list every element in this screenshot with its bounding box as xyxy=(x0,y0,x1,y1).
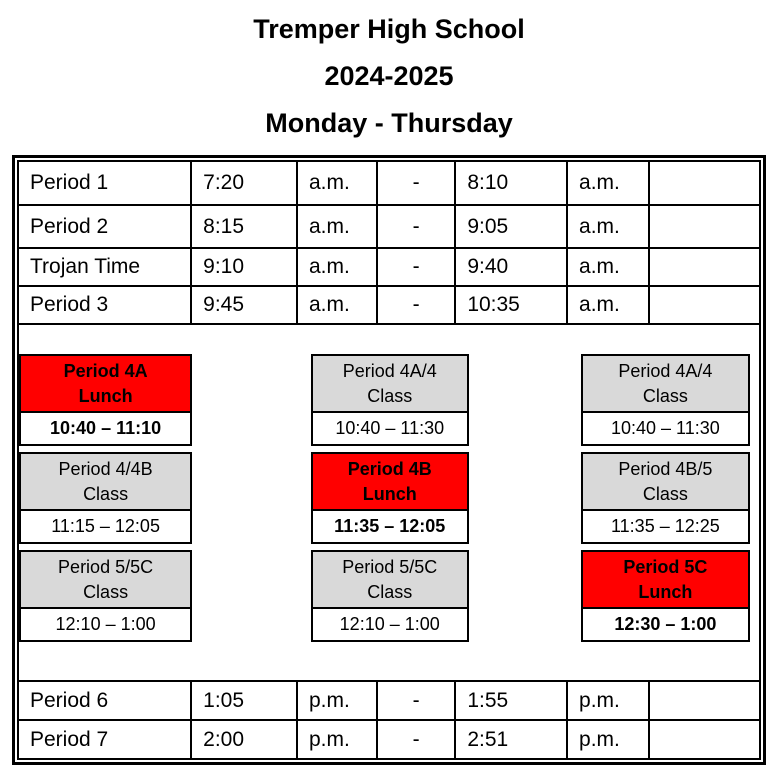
lunch-cell-group xyxy=(19,550,192,642)
start-time-cell: 1:05 xyxy=(192,682,298,721)
days-range: Monday - Thursday xyxy=(265,108,513,138)
period-name-cell: Period 6 xyxy=(19,682,192,721)
class-title-line: Class xyxy=(367,581,413,602)
class-cell-time: 11:15 – 12:05 xyxy=(19,511,192,544)
empty-cell xyxy=(650,249,759,287)
class-title-line: Period 4/4B xyxy=(58,458,153,479)
end-time-cell: 1:55 xyxy=(456,682,568,721)
lunch-title-line: Period 5C xyxy=(623,556,708,577)
start-meridiem-cell: a.m. xyxy=(298,287,378,325)
lunch-schedule xyxy=(19,354,759,642)
class-title-line: Class xyxy=(642,483,688,504)
class-title-line: Class xyxy=(83,483,129,504)
class-title-line: Period 4B/5 xyxy=(618,458,713,479)
start-time-cell: 7:20 xyxy=(192,162,298,206)
lunch-title-line: Lunch xyxy=(78,385,133,406)
schedule-table xyxy=(17,160,761,760)
class-title-line: Period 5/5C xyxy=(58,556,154,577)
end-meridiem-cell: a.m. xyxy=(568,249,650,287)
class-cell-title xyxy=(311,354,469,413)
start-time-cell: 9:10 xyxy=(192,249,298,287)
class-cell-time: 11:35 – 12:25 xyxy=(581,511,750,544)
class-cell-title xyxy=(19,550,192,609)
period-row xyxy=(19,249,759,287)
lunch-cell-group xyxy=(581,550,750,642)
period-name-cell: Period 1 xyxy=(19,162,192,206)
school-name: Tremper High School xyxy=(253,14,525,44)
class-cell-time: 12:10 – 1:00 xyxy=(311,609,469,642)
end-time-cell: 10:35 xyxy=(456,287,568,325)
start-meridiem-cell: a.m. xyxy=(298,162,378,206)
class-title-line: Period 4A/4 xyxy=(342,360,437,381)
lunch-column-c xyxy=(581,354,750,648)
empty-cell xyxy=(650,721,759,758)
lunch-cell-title xyxy=(311,452,469,511)
time-separator-cell: - xyxy=(378,721,456,758)
lunch-cell-time: 10:40 – 11:10 xyxy=(19,413,192,446)
end-meridiem-cell: p.m. xyxy=(568,682,650,721)
lunch-cell-group xyxy=(19,354,192,446)
class-cell-title xyxy=(19,452,192,511)
period-row xyxy=(19,287,759,325)
lunch-title-line: Period 4B xyxy=(347,458,432,479)
end-meridiem-cell: p.m. xyxy=(568,721,650,758)
class-cell-title xyxy=(581,354,750,413)
period-row xyxy=(19,162,759,206)
lunch-title-line: Period 4A xyxy=(63,360,148,381)
lunch-cell-group xyxy=(19,452,192,544)
end-meridiem-cell: a.m. xyxy=(568,287,650,325)
end-time-cell: 8:10 xyxy=(456,162,568,206)
end-meridiem-cell: a.m. xyxy=(568,206,650,249)
end-time-cell: 2:51 xyxy=(456,721,568,758)
class-title-line: Class xyxy=(367,385,413,406)
time-separator-cell: - xyxy=(378,249,456,287)
lunch-title-line: Lunch xyxy=(362,483,417,504)
lunch-cell-group xyxy=(311,452,469,544)
period-name-cell: Trojan Time xyxy=(19,249,192,287)
lunch-cell-time: 12:30 – 1:00 xyxy=(581,609,750,642)
start-time-cell: 8:15 xyxy=(192,206,298,249)
end-time-cell: 9:40 xyxy=(456,249,568,287)
lunch-cell-title xyxy=(581,550,750,609)
time-separator-cell: - xyxy=(378,682,456,721)
class-cell-title xyxy=(311,550,469,609)
end-time-cell: 9:05 xyxy=(456,206,568,249)
period-name-cell: Period 2 xyxy=(19,206,192,249)
lunch-cell-title xyxy=(19,354,192,413)
start-meridiem-cell: a.m. xyxy=(298,206,378,249)
empty-cell xyxy=(650,682,759,721)
spacer-row xyxy=(19,325,759,354)
period-name-cell: Period 7 xyxy=(19,721,192,758)
start-meridiem-cell: p.m. xyxy=(298,682,378,721)
lunch-column-b xyxy=(311,354,469,648)
morning-periods xyxy=(19,162,759,325)
class-cell-time: 12:10 – 1:00 xyxy=(19,609,192,642)
lunch-title-line: Lunch xyxy=(638,581,693,602)
start-time-cell: 9:45 xyxy=(192,287,298,325)
empty-cell xyxy=(650,206,759,249)
start-meridiem-cell: a.m. xyxy=(298,249,378,287)
end-meridiem-cell: a.m. xyxy=(568,162,650,206)
class-cell-time: 10:40 – 11:30 xyxy=(581,413,750,446)
class-cell-time: 10:40 – 11:30 xyxy=(311,413,469,446)
time-separator-cell: - xyxy=(378,206,456,249)
lunch-cell-group xyxy=(581,354,750,446)
page-header xyxy=(0,0,778,147)
period-row xyxy=(19,206,759,249)
class-cell-title xyxy=(581,452,750,511)
lunch-column-a xyxy=(19,354,192,648)
start-time-cell: 2:00 xyxy=(192,721,298,758)
class-title-line: Class xyxy=(642,385,688,406)
time-separator-cell: - xyxy=(378,162,456,206)
period-row xyxy=(19,721,759,758)
start-meridiem-cell: p.m. xyxy=(298,721,378,758)
empty-cell xyxy=(650,287,759,325)
class-title-line: Period 5/5C xyxy=(342,556,438,577)
school-year: 2024-2025 xyxy=(324,61,454,91)
empty-cell xyxy=(650,162,759,206)
lunch-cell-time: 11:35 – 12:05 xyxy=(311,511,469,544)
lunch-cell-group xyxy=(311,354,469,446)
afternoon-periods xyxy=(19,680,759,758)
time-separator-cell: - xyxy=(378,287,456,325)
lunch-cell-group xyxy=(581,452,750,544)
period-row xyxy=(19,682,759,721)
class-title-line: Period 4A/4 xyxy=(618,360,713,381)
period-name-cell: Period 3 xyxy=(19,287,192,325)
class-title-line: Class xyxy=(83,581,129,602)
lunch-cell-group xyxy=(311,550,469,642)
